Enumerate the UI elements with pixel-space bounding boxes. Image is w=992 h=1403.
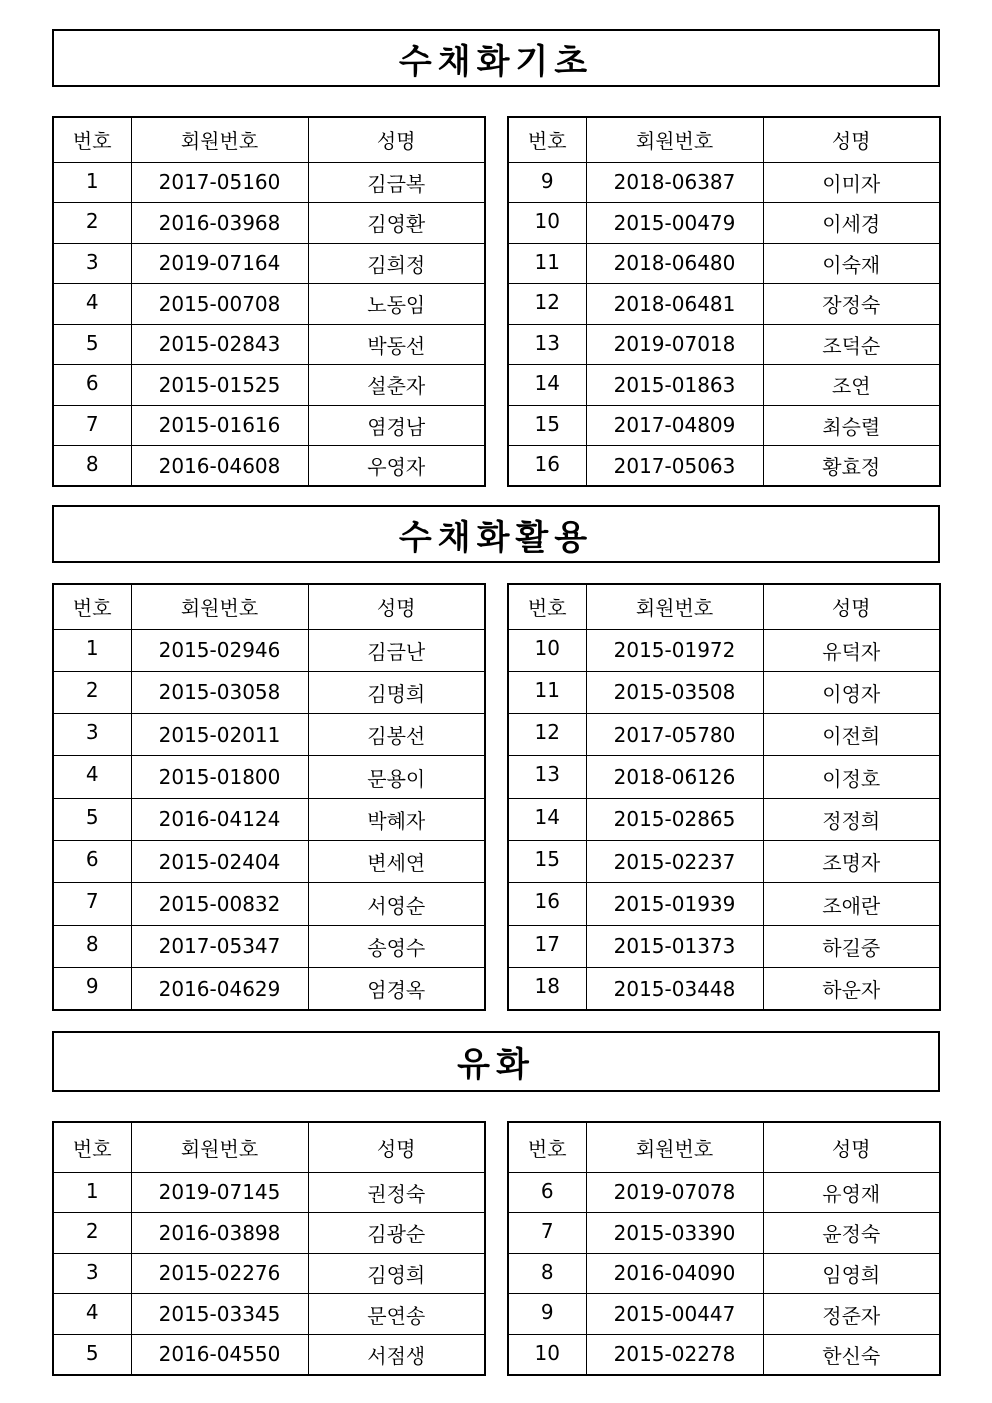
member-id: 2015-02865 [586,798,763,840]
header-number: 번호 [53,117,131,162]
table-row [53,629,485,671]
row-number: 6 [508,1172,586,1213]
row-number: 9 [508,1294,586,1335]
table-row [508,405,940,446]
member-name: 김봉선 [308,714,485,756]
row-number: 3 [53,1253,131,1294]
row-number: 2 [53,203,131,244]
member-name: 김금복 [308,162,485,203]
member-id: 2019-07145 [131,1172,308,1213]
table-row [53,446,485,487]
table-row [53,671,485,713]
table-row [508,883,940,925]
table-row [53,1334,485,1375]
row-number: 16 [508,883,586,925]
member-name: 김영환 [308,203,485,244]
member-name: 조애란 [763,883,940,925]
row-number: 5 [53,798,131,840]
row-number: 2 [53,1213,131,1254]
member-id: 2015-03390 [586,1213,763,1254]
member-id: 2015-02404 [131,841,308,883]
table-header-row [53,117,485,162]
member-id: 2018-06126 [586,756,763,798]
table-row [508,1213,940,1254]
member-name: 김명희 [308,671,485,713]
member-id: 2019-07018 [586,324,763,365]
row-number: 4 [53,284,131,325]
member-name: 한신숙 [763,1334,940,1375]
member-id: 2015-01525 [131,365,308,406]
member-name: 조연 [763,365,940,406]
member-name: 유영재 [763,1172,940,1213]
member-name: 이정호 [763,756,940,798]
row-number: 4 [53,756,131,798]
member-name: 김금난 [308,629,485,671]
table-row [508,284,940,325]
table-header-row [508,584,940,629]
member-name: 문연송 [308,1294,485,1335]
member-id: 2015-03058 [131,671,308,713]
table-row [53,243,485,284]
row-number: 10 [508,1334,586,1375]
member-id: 2015-02843 [131,324,308,365]
member-id: 2015-00708 [131,284,308,325]
table-row [508,365,940,406]
row-number: 9 [508,162,586,203]
header-member-id: 회원번호 [586,1122,763,1172]
member-name: 유덕자 [763,629,940,671]
member-name: 변세연 [308,841,485,883]
member-name: 서점생 [308,1334,485,1375]
table-row [53,798,485,840]
row-number: 15 [508,841,586,883]
row-number: 1 [53,1172,131,1213]
table-row [53,162,485,203]
member-id: 2016-04090 [586,1253,763,1294]
roster-table-right [507,116,941,487]
header-member-id: 회원번호 [586,584,763,629]
table-row [53,1172,485,1213]
member-id: 2016-04629 [131,968,308,1010]
table-row [53,714,485,756]
member-name: 김광순 [308,1213,485,1254]
member-id: 2015-01800 [131,756,308,798]
table-row [508,671,940,713]
member-id: 2017-05780 [586,714,763,756]
row-number: 18 [508,968,586,1010]
header-name: 성명 [763,117,940,162]
header-number: 번호 [53,584,131,629]
member-name: 설춘자 [308,365,485,406]
section-title: 수채화활용 [52,505,940,563]
row-number: 6 [53,365,131,406]
table-header-row [53,584,485,629]
roster-table-right [507,1121,941,1376]
member-name: 최승렬 [763,405,940,446]
member-id: 2015-00479 [586,203,763,244]
header-number: 번호 [508,584,586,629]
row-number: 16 [508,446,586,487]
member-name: 권정숙 [308,1172,485,1213]
table-row [508,756,940,798]
member-name: 이영자 [763,671,940,713]
table-row [508,798,940,840]
table-row [508,1253,940,1294]
member-id: 2019-07078 [586,1172,763,1213]
table-row [508,243,940,284]
table-row [508,446,940,487]
member-id: 2016-03968 [131,203,308,244]
member-name: 정정희 [763,798,940,840]
table-row [508,968,940,1010]
table-row [53,405,485,446]
member-id: 2015-02946 [131,629,308,671]
member-id: 2015-03508 [586,671,763,713]
header-name: 성명 [763,584,940,629]
header-member-id: 회원번호 [131,117,308,162]
row-number: 1 [53,629,131,671]
member-name: 송영수 [308,925,485,967]
table-row [508,1294,940,1335]
header-member-id: 회원번호 [131,584,308,629]
row-number: 9 [53,968,131,1010]
row-number: 12 [508,284,586,325]
header-name: 성명 [308,1122,485,1172]
member-id: 2015-00447 [586,1294,763,1335]
member-id: 2015-02278 [586,1334,763,1375]
table-row [53,1294,485,1335]
roster-table-right [507,583,941,1011]
table-row [53,365,485,406]
member-name: 이전희 [763,714,940,756]
header-member-id: 회원번호 [586,117,763,162]
member-id: 2015-02011 [131,714,308,756]
table-row [508,714,940,756]
row-number: 14 [508,365,586,406]
member-name: 정준자 [763,1294,940,1335]
member-name: 조덕순 [763,324,940,365]
member-id: 2015-01939 [586,883,763,925]
member-id: 2015-03345 [131,1294,308,1335]
member-name: 김영희 [308,1253,485,1294]
member-name: 염경남 [308,405,485,446]
member-id: 2017-04809 [586,405,763,446]
member-id: 2015-03448 [586,968,763,1010]
member-name: 박동선 [308,324,485,365]
member-name: 김희정 [308,243,485,284]
row-number: 7 [53,405,131,446]
table-row [508,925,940,967]
row-number: 8 [508,1253,586,1294]
table-row [53,756,485,798]
row-number: 8 [53,925,131,967]
member-id: 2016-04550 [131,1334,308,1375]
member-name: 문용이 [308,756,485,798]
row-number: 10 [508,203,586,244]
row-number: 7 [508,1213,586,1254]
row-number: 15 [508,405,586,446]
member-id: 2017-05347 [131,925,308,967]
header-name: 성명 [308,584,485,629]
row-number: 5 [53,1334,131,1375]
table-row [53,841,485,883]
member-name: 엄경옥 [308,968,485,1010]
row-number: 3 [53,243,131,284]
table-row [53,968,485,1010]
table-header-row [508,1122,940,1172]
roster-table-left [52,116,486,487]
member-name: 이숙재 [763,243,940,284]
table-row [53,925,485,967]
member-id: 2015-02276 [131,1253,308,1294]
roster-table-left [52,583,486,1011]
row-number: 4 [53,1294,131,1335]
row-number: 6 [53,841,131,883]
table-row [53,284,485,325]
member-id: 2016-04608 [131,446,308,487]
header-name: 성명 [308,117,485,162]
section-title: 유화 [52,1031,940,1092]
member-name: 조명자 [763,841,940,883]
row-number: 12 [508,714,586,756]
member-id: 2016-04124 [131,798,308,840]
member-id: 2019-07164 [131,243,308,284]
header-name: 성명 [763,1122,940,1172]
member-id: 2015-02237 [586,841,763,883]
row-number: 11 [508,243,586,284]
member-id: 2018-06387 [586,162,763,203]
table-header-row [508,117,940,162]
row-number: 2 [53,671,131,713]
row-number: 17 [508,925,586,967]
member-name: 하운자 [763,968,940,1010]
header-member-id: 회원번호 [131,1122,308,1172]
header-number: 번호 [53,1122,131,1172]
row-number: 13 [508,324,586,365]
table-row [53,883,485,925]
row-number: 13 [508,756,586,798]
table-row [508,1172,940,1213]
member-name: 노동임 [308,284,485,325]
member-id: 2018-06481 [586,284,763,325]
row-number: 14 [508,798,586,840]
member-name: 박혜자 [308,798,485,840]
member-name: 서영순 [308,883,485,925]
row-number: 10 [508,629,586,671]
member-id: 2015-01373 [586,925,763,967]
header-number: 번호 [508,117,586,162]
member-id: 2015-00832 [131,883,308,925]
member-id: 2016-03898 [131,1213,308,1254]
header-number: 번호 [508,1122,586,1172]
table-header-row [53,1122,485,1172]
table-row [53,324,485,365]
table-row [53,1213,485,1254]
table-row [508,162,940,203]
row-number: 11 [508,671,586,713]
row-number: 5 [53,324,131,365]
row-number: 1 [53,162,131,203]
table-row [508,1334,940,1375]
member-id: 2017-05063 [586,446,763,487]
table-row [53,203,485,244]
member-id: 2015-01616 [131,405,308,446]
table-row [53,1253,485,1294]
member-id: 2017-05160 [131,162,308,203]
member-name: 임영희 [763,1253,940,1294]
member-name: 이세경 [763,203,940,244]
member-name: 우영자 [308,446,485,487]
table-row [508,203,940,244]
row-number: 3 [53,714,131,756]
table-row [508,324,940,365]
member-name: 황효정 [763,446,940,487]
member-name: 하길중 [763,925,940,967]
section-title: 수채화기초 [52,29,940,87]
member-id: 2015-01863 [586,365,763,406]
row-number: 7 [53,883,131,925]
table-row [508,841,940,883]
member-name: 이미자 [763,162,940,203]
member-name: 윤정숙 [763,1213,940,1254]
member-id: 2018-06480 [586,243,763,284]
member-name: 장정숙 [763,284,940,325]
table-row [508,629,940,671]
row-number: 8 [53,446,131,487]
roster-table-left [52,1121,486,1376]
member-id: 2015-01972 [586,629,763,671]
